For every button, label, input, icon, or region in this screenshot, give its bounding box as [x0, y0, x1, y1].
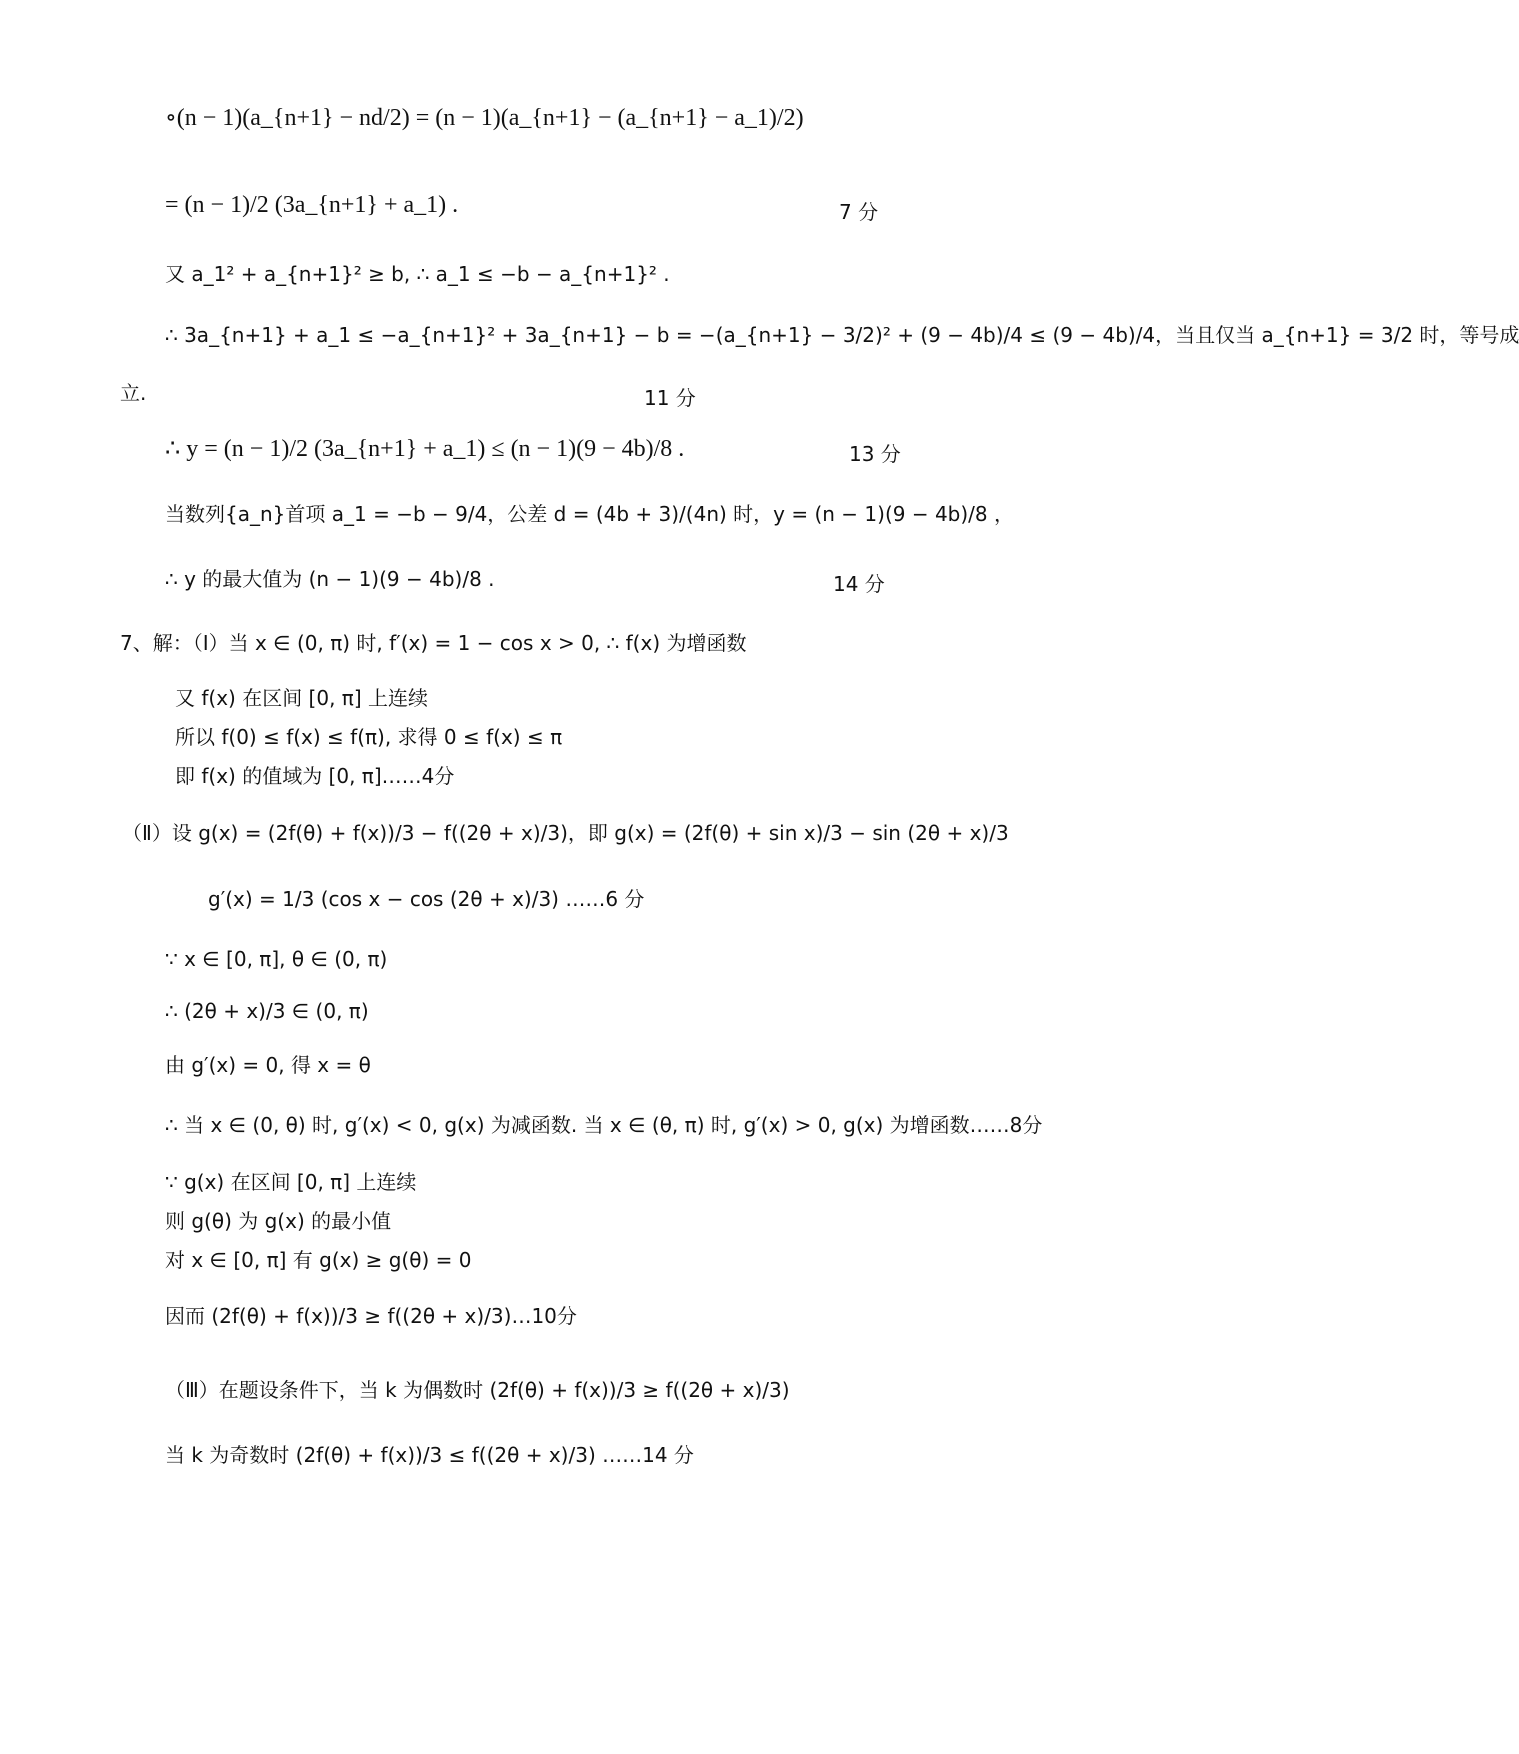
score-mark-7: 7 分: [839, 200, 879, 224]
formula-line-4: ∴ 3a_{n+1} + a_1 ≤ −a_{n+1}² + 3a_{n+1} − b = −(a_{n+1} − 3/2)² + (9 − 4b)/4 ≤ (9 − 4b)/4，当且仅当 a_{n+1} = 3/2 时，等号成: [165, 323, 1519, 347]
score-mark-13: 13 分: [849, 442, 901, 466]
score-mark-14: 14 分: [833, 572, 885, 596]
part-2-line-5: 由 g′(x) = 0, 得 x = θ: [165, 1053, 371, 1077]
part-2-line-7: ∵ g(x) 在区间 [0, π] 上连续: [165, 1170, 417, 1194]
formula-line-7: ∴ y 的最大值为 (n − 1)(9 − 4b)/8 .: [165, 567, 495, 591]
part-1-line-2: 又 f(x) 在区间 [0, π] 上连续: [175, 686, 428, 710]
part-2-line-3: ∵ x ∈ [0, π], θ ∈ (0, π): [165, 947, 388, 971]
part-2-line-6: ∴ 当 x ∈ (0, θ) 时, g′(x) < 0, g(x) 为减函数. 当 x ∈ (θ, π) 时, g′(x) > 0, g(x) 为增函数……8分: [165, 1113, 1043, 1137]
part-1-line-4: 即 f(x) 的值域为 [0, π]……4分: [175, 764, 455, 788]
formula-line-3: 又 a_1² + a_{n+1}² ≥ b, ∴ a_1 ≤ −b − a_{n+1}² .: [165, 262, 670, 286]
part-2-line-9: 对 x ∈ [0, π] 有 g(x) ≥ g(θ) = 0: [165, 1248, 472, 1272]
part-3-line-2: 当 k 为奇数时 (2f(θ) + f(x))/3 ≤ f((2θ + x)/3) ……14 分: [165, 1443, 694, 1467]
formula-line-2: = (n − 1)/2 (3a_{n+1} + a_1) .: [165, 192, 459, 218]
formula-line-5: ∴ y = (n − 1)/2 (3a_{n+1} + a_1) ≤ (n − 1)(9 − 4b)/8 .: [165, 436, 685, 462]
part-2-line-2: g′(x) = 1/3 (cos x − cos (2θ + x)/3) ……6 分: [208, 887, 645, 911]
formula-line-6: 当数列{a_n}首项 a_1 = −b − 9/4，公差 d = (4b + 3)/(4n) 时，y = (n − 1)(9 − 4b)/8 ，: [165, 502, 1014, 526]
formula-line-4-cont: 立.: [120, 381, 147, 405]
part-1-line-3: 所以 f(0) ≤ f(x) ≤ f(π), 求得 0 ≤ f(x) ≤ π: [175, 725, 563, 749]
formula-line-1: ∘(n − 1)(a_{n+1} − nd/2) = (n − 1)(a_{n+1} − (a_{n+1} − a_1)/2): [165, 105, 804, 131]
problem-7-part-1: 7、解：（Ⅰ）当 x ∈ (0, π) 时, f′(x) = 1 − cos x > 0, ∴ f(x) 为增函数: [120, 631, 747, 655]
part-2-line-8: 则 g(θ) 为 g(x) 的最小值: [165, 1209, 392, 1233]
problem-7-part-2: （Ⅱ）设 g(x) = (2f(θ) + f(x))/3 − f((2θ + x)/3)，即 g(x) = (2f(θ) + sin x)/3 − sin (2θ + x)/3: [122, 821, 1009, 845]
problem-7-part-3: （Ⅲ）在题设条件下，当 k 为偶数时 (2f(θ) + f(x))/3 ≥ f((2θ + x)/3): [165, 1378, 790, 1402]
part-2-line-10: 因而 (2f(θ) + f(x))/3 ≥ f((2θ + x)/3)…10分: [165, 1304, 577, 1328]
score-mark-11: 11 分: [644, 386, 696, 410]
part-2-line-4: ∴ (2θ + x)/3 ∈ (0, π): [165, 999, 369, 1023]
